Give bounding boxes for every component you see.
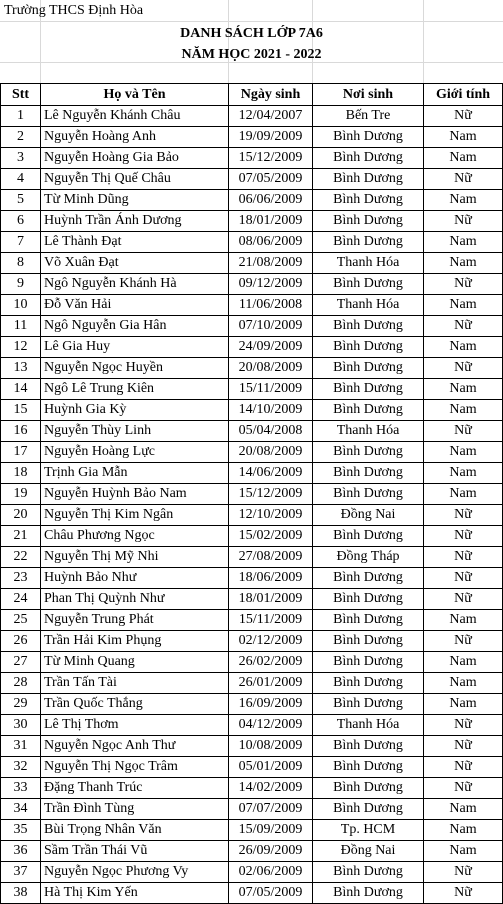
cell-birthplace: Bình Dương (313, 442, 424, 463)
cell-birthplace: Bình Dương (313, 631, 424, 652)
cell-birthplace: Bình Dương (313, 694, 424, 715)
cell-stt: 19 (1, 484, 41, 505)
cell-name: Đỗ Văn Hải (41, 295, 229, 316)
table-header-row (1, 84, 503, 106)
cell-name: Nguyễn Thị Quế Châu (41, 169, 229, 190)
cell-gender: Nữ (424, 505, 503, 526)
cell-birthplace: Bình Dương (313, 778, 424, 799)
cell-birthdate: 06/06/2009 (229, 190, 313, 211)
table-row (1, 379, 503, 400)
cell-name: Nguyễn Hoàng Lực (41, 442, 229, 463)
cell-birthplace: Thanh Hóa (313, 295, 424, 316)
cell-stt: 8 (1, 253, 41, 274)
cell-gender: Nam (424, 820, 503, 841)
column-header-stt: Stt (1, 84, 41, 106)
cell-name: Trần Quốc Thắng (41, 694, 229, 715)
cell-name: Nguyễn Thùy Linh (41, 421, 229, 442)
cell-gender: Nữ (424, 421, 503, 442)
cell-gender: Nữ (424, 715, 503, 736)
table-row (1, 274, 503, 295)
cell-name: Ngô Nguyễn Khánh Hà (41, 274, 229, 295)
cell-gender: Nam (424, 379, 503, 400)
table-row (1, 442, 503, 463)
cell-gender: Nữ (424, 757, 503, 778)
cell-stt: 13 (1, 358, 41, 379)
cell-stt: 10 (1, 295, 41, 316)
cell-gender: Nam (424, 232, 503, 253)
cell-birthdate: 18/06/2009 (229, 568, 313, 589)
table-row (1, 841, 503, 862)
table-row (1, 316, 503, 337)
cell-gender: Nữ (424, 358, 503, 379)
cell-stt: 1 (1, 106, 41, 127)
cell-birthdate: 04/12/2009 (229, 715, 313, 736)
cell-birthplace: Bến Tre (313, 106, 424, 127)
cell-birthplace: Bình Dương (313, 568, 424, 589)
cell-stt: 27 (1, 652, 41, 673)
table-body (1, 106, 503, 904)
cell-birthplace: Đồng Nai (313, 841, 424, 862)
cell-birthdate: 15/09/2009 (229, 820, 313, 841)
cell-name: Lê Thành Đạt (41, 232, 229, 253)
cell-birthdate: 07/07/2009 (229, 799, 313, 820)
cell-gender: Nữ (424, 589, 503, 610)
cell-stt: 20 (1, 505, 41, 526)
cell-birthdate: 26/01/2009 (229, 673, 313, 694)
cell-gender: Nữ (424, 736, 503, 757)
cell-stt: 25 (1, 610, 41, 631)
gridline (228, 0, 229, 84)
table-row (1, 400, 503, 421)
table-row (1, 484, 503, 505)
cell-gender: Nam (424, 442, 503, 463)
cell-birthdate: 07/10/2009 (229, 316, 313, 337)
cell-name: Nguyễn Hoàng Gia Bảo (41, 148, 229, 169)
cell-birthplace: Bình Dương (313, 463, 424, 484)
cell-birthdate: 16/09/2009 (229, 694, 313, 715)
column-header-name: Họ và Tên (41, 84, 229, 106)
column-header-birthplace: Nơi sinh (313, 84, 424, 106)
cell-gender: Nữ (424, 526, 503, 547)
cell-gender: Nữ (424, 862, 503, 883)
cell-stt: 7 (1, 232, 41, 253)
cell-birthdate: 02/06/2009 (229, 862, 313, 883)
cell-gender: Nam (424, 841, 503, 862)
gridline (423, 0, 424, 84)
cell-gender: Nữ (424, 316, 503, 337)
gridline (312, 0, 313, 84)
cell-birthplace: Bình Dương (313, 400, 424, 421)
cell-name: Từ Minh Quang (41, 652, 229, 673)
cell-birthplace: Bình Dương (313, 883, 424, 904)
cell-gender: Nam (424, 652, 503, 673)
table-row (1, 862, 503, 883)
cell-birthdate: 15/11/2009 (229, 610, 313, 631)
cell-birthdate: 10/08/2009 (229, 736, 313, 757)
cell-birthdate: 20/08/2009 (229, 358, 313, 379)
cell-name: Huỳnh Bảo Như (41, 568, 229, 589)
cell-birthplace: Đồng Nai (313, 505, 424, 526)
cell-birthplace: Tp. HCM (313, 820, 424, 841)
cell-birthdate: 12/04/2007 (229, 106, 313, 127)
cell-name: Hà Thị Kim Yến (41, 883, 229, 904)
cell-birthdate: 26/09/2009 (229, 841, 313, 862)
cell-birthdate: 14/06/2009 (229, 463, 313, 484)
cell-name: Nguyễn Thị Mỹ Nhi (41, 547, 229, 568)
table-row (1, 358, 503, 379)
table-row (1, 547, 503, 568)
cell-gender: Nam (424, 127, 503, 148)
cell-birthplace: Bình Dương (313, 379, 424, 400)
table-row (1, 778, 503, 799)
table-row (1, 610, 503, 631)
cell-stt: 3 (1, 148, 41, 169)
table-row (1, 673, 503, 694)
table-row (1, 799, 503, 820)
cell-birthplace: Bình Dương (313, 190, 424, 211)
cell-stt: 24 (1, 589, 41, 610)
cell-birthplace: Bình Dương (313, 673, 424, 694)
cell-birthdate: 14/10/2009 (229, 400, 313, 421)
school-year: NĂM HỌC 2021 - 2022 (181, 47, 322, 62)
cell-name: Lê Thị Thơm (41, 715, 229, 736)
table-row (1, 211, 503, 232)
cell-birthplace: Bình Dương (313, 211, 424, 232)
table-row (1, 421, 503, 442)
cell-birthplace: Bình Dương (313, 736, 424, 757)
document-title: DANH SÁCH LỚP 7A6 (180, 26, 323, 41)
cell-gender: Nam (424, 400, 503, 421)
cell-birthplace: Bình Dương (313, 484, 424, 505)
table-row (1, 526, 503, 547)
cell-gender: Nam (424, 484, 503, 505)
cell-birthplace: Bình Dương (313, 589, 424, 610)
cell-name: Châu Phương Ngọc (41, 526, 229, 547)
student-table (0, 83, 503, 904)
table-row (1, 148, 503, 169)
cell-stt: 6 (1, 211, 41, 232)
cell-gender: Nữ (424, 568, 503, 589)
cell-name: Phan Thị Quỳnh Như (41, 589, 229, 610)
cell-birthdate: 15/12/2009 (229, 148, 313, 169)
cell-stt: 34 (1, 799, 41, 820)
table-row (1, 127, 503, 148)
cell-name: Đặng Thanh Trúc (41, 778, 229, 799)
cell-name: Ngô Nguyễn Gia Hân (41, 316, 229, 337)
column-header-gender: Giới tính (424, 84, 503, 106)
cell-gender: Nam (424, 694, 503, 715)
cell-stt: 5 (1, 190, 41, 211)
cell-birthdate: 27/08/2009 (229, 547, 313, 568)
cell-gender: Nữ (424, 883, 503, 904)
table-row (1, 295, 503, 316)
cell-birthdate: 09/12/2009 (229, 274, 313, 295)
table-row (1, 232, 503, 253)
cell-name: Nguyễn Ngọc Phương Vy (41, 862, 229, 883)
table-row (1, 337, 503, 358)
cell-gender: Nam (424, 610, 503, 631)
cell-birthdate: 15/12/2009 (229, 484, 313, 505)
cell-gender: Nam (424, 673, 503, 694)
cell-name: Nguyễn Huỳnh Bảo Nam (41, 484, 229, 505)
cell-stt: 16 (1, 421, 41, 442)
cell-birthdate: 14/02/2009 (229, 778, 313, 799)
cell-birthplace: Bình Dương (313, 526, 424, 547)
gridline (0, 21, 503, 22)
cell-name: Nguyễn Hoàng Anh (41, 127, 229, 148)
cell-stt: 35 (1, 820, 41, 841)
cell-name: Nguyễn Ngọc Huyền (41, 358, 229, 379)
cell-birthdate: 07/05/2009 (229, 883, 313, 904)
table-row (1, 736, 503, 757)
cell-birthdate: 18/01/2009 (229, 211, 313, 232)
cell-birthplace: Bình Dương (313, 337, 424, 358)
table-row (1, 589, 503, 610)
cell-stt: 33 (1, 778, 41, 799)
table-row (1, 568, 503, 589)
cell-birthdate: 11/06/2008 (229, 295, 313, 316)
cell-stt: 14 (1, 379, 41, 400)
cell-gender: Nam (424, 148, 503, 169)
cell-gender: Nữ (424, 547, 503, 568)
cell-name: Nguyễn Thị Ngọc Trâm (41, 757, 229, 778)
column-header-birthdate: Ngày sinh (229, 84, 313, 106)
cell-gender: Nam (424, 463, 503, 484)
cell-birthplace: Bình Dương (313, 610, 424, 631)
cell-gender: Nữ (424, 274, 503, 295)
cell-name: Nguyễn Thị Kim Ngân (41, 505, 229, 526)
cell-stt: 23 (1, 568, 41, 589)
table-row (1, 106, 503, 127)
cell-birthdate: 21/08/2009 (229, 253, 313, 274)
cell-name: Trần Tấn Tài (41, 673, 229, 694)
cell-birthdate: 19/09/2009 (229, 127, 313, 148)
cell-birthdate: 18/01/2009 (229, 589, 313, 610)
cell-gender: Nam (424, 190, 503, 211)
cell-name: Ngô Lê Trung Kiên (41, 379, 229, 400)
cell-name: Trịnh Gia Mẫn (41, 463, 229, 484)
cell-stt: 36 (1, 841, 41, 862)
cell-birthplace: Bình Dương (313, 652, 424, 673)
cell-birthplace: Bình Dương (313, 358, 424, 379)
cell-gender: Nam (424, 253, 503, 274)
cell-stt: 29 (1, 694, 41, 715)
cell-stt: 12 (1, 337, 41, 358)
cell-birthdate: 05/04/2008 (229, 421, 313, 442)
cell-birthdate: 26/02/2009 (229, 652, 313, 673)
cell-name: Từ Minh Dũng (41, 190, 229, 211)
cell-birthdate: 05/01/2009 (229, 757, 313, 778)
cell-birthdate: 02/12/2009 (229, 631, 313, 652)
cell-stt: 28 (1, 673, 41, 694)
cell-gender: Nam (424, 295, 503, 316)
cell-birthplace: Thanh Hóa (313, 253, 424, 274)
table-row (1, 463, 503, 484)
cell-birthplace: Bình Dương (313, 862, 424, 883)
table-row (1, 253, 503, 274)
cell-birthdate: 15/02/2009 (229, 526, 313, 547)
cell-name: Võ Xuân Đạt (41, 253, 229, 274)
cell-gender: Nữ (424, 106, 503, 127)
cell-name: Huỳnh Trần Ánh Dương (41, 211, 229, 232)
cell-birthplace: Bình Dương (313, 316, 424, 337)
table-row (1, 190, 503, 211)
cell-stt: 38 (1, 883, 41, 904)
table-row (1, 169, 503, 190)
table-row (1, 694, 503, 715)
table-row (1, 883, 503, 904)
cell-stt: 2 (1, 127, 41, 148)
cell-stt: 9 (1, 274, 41, 295)
cell-birthplace: Thanh Hóa (313, 421, 424, 442)
cell-stt: 15 (1, 400, 41, 421)
cell-stt: 17 (1, 442, 41, 463)
table-row (1, 505, 503, 526)
cell-stt: 26 (1, 631, 41, 652)
cell-stt: 31 (1, 736, 41, 757)
cell-stt: 22 (1, 547, 41, 568)
school-name: Trường THCS Định Hòa (4, 3, 144, 18)
table-row (1, 631, 503, 652)
cell-name: Trần Đình Tùng (41, 799, 229, 820)
cell-gender: Nam (424, 799, 503, 820)
cell-name: Nguyễn Trung Phát (41, 610, 229, 631)
cell-birthdate: 08/06/2009 (229, 232, 313, 253)
cell-stt: 4 (1, 169, 41, 190)
cell-birthdate: 12/10/2009 (229, 505, 313, 526)
cell-stt: 11 (1, 316, 41, 337)
cell-birthdate: 24/09/2009 (229, 337, 313, 358)
cell-name: Lê Nguyễn Khánh Châu (41, 106, 229, 127)
cell-name: Nguyễn Ngọc Anh Thư (41, 736, 229, 757)
cell-birthdate: 07/05/2009 (229, 169, 313, 190)
cell-birthplace: Bình Dương (313, 127, 424, 148)
cell-birthplace: Bình Dương (313, 757, 424, 778)
cell-birthplace: Bình Dương (313, 232, 424, 253)
table-row (1, 652, 503, 673)
cell-gender: Nữ (424, 778, 503, 799)
cell-stt: 18 (1, 463, 41, 484)
cell-name: Sầm Trần Thái Vũ (41, 841, 229, 862)
cell-birthdate: 20/08/2009 (229, 442, 313, 463)
cell-birthplace: Thanh Hóa (313, 715, 424, 736)
cell-stt: 30 (1, 715, 41, 736)
cell-stt: 21 (1, 526, 41, 547)
cell-stt: 37 (1, 862, 41, 883)
cell-gender: Nữ (424, 169, 503, 190)
cell-birthplace: Bình Dương (313, 274, 424, 295)
cell-name: Trần Hải Kim Phụng (41, 631, 229, 652)
table-row (1, 757, 503, 778)
cell-gender: Nam (424, 337, 503, 358)
cell-name: Huỳnh Gia Kỳ (41, 400, 229, 421)
cell-birthdate: 15/11/2009 (229, 379, 313, 400)
cell-birthplace: Bình Dương (313, 148, 424, 169)
cell-gender: Nữ (424, 631, 503, 652)
cell-name: Lê Gia Huy (41, 337, 229, 358)
table-row (1, 820, 503, 841)
table-row (1, 715, 503, 736)
cell-birthplace: Bình Dương (313, 169, 424, 190)
cell-gender: Nữ (424, 211, 503, 232)
cell-stt: 32 (1, 757, 41, 778)
cell-birthplace: Đồng Tháp (313, 547, 424, 568)
cell-birthplace: Bình Dương (313, 799, 424, 820)
cell-name: Bùi Trọng Nhân Văn (41, 820, 229, 841)
